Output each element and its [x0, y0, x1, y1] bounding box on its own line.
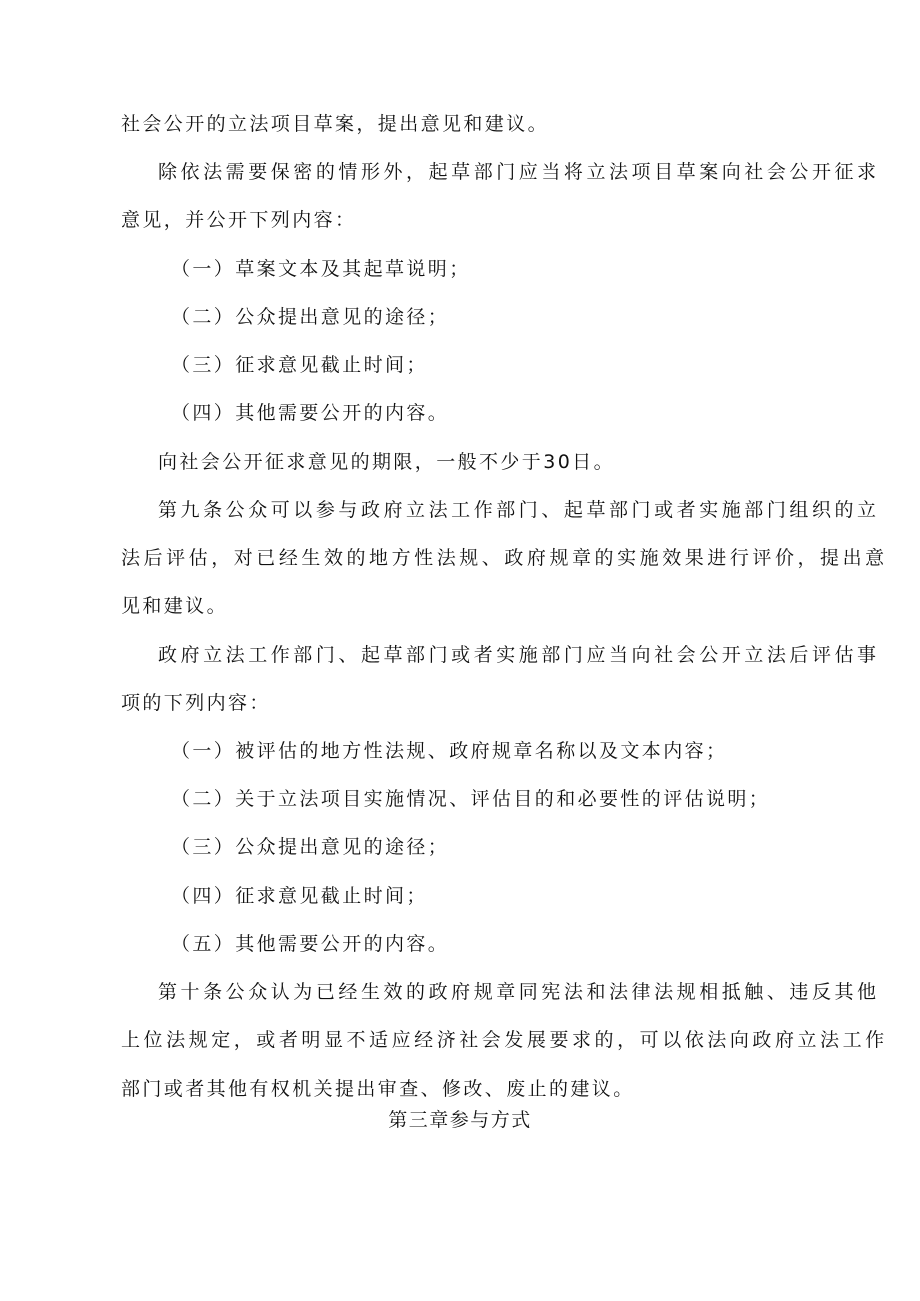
list-item: （二）关于立法项目实施情况、评估目的和必要性的评估说明； — [171, 788, 771, 810]
article-nine-line: 第九条公众可以参与政府立法工作部门、起草部门或者实施部门组织的立 — [158, 499, 880, 521]
list-item: （五）其他需要公开的内容。 — [171, 933, 450, 955]
paragraph-line: 除依法需要保密的情形外，起草部门应当将立法项目草案向社会公开征求 — [158, 161, 880, 183]
paragraph-line: 项的下列内容： — [121, 692, 271, 714]
paragraph-line: 政府立法工作部门、起草部门或者实施部门应当向社会公开立法后评估事 — [158, 644, 880, 666]
list-item: （三）征求意见截止时间； — [171, 354, 428, 376]
list-item: （一）草案文本及其起草说明； — [171, 258, 471, 280]
list-item: （三）公众提出意见的途径； — [171, 836, 450, 858]
paragraph-line: 部门或者其他有权机关提出审查、修改、废止的建议。 — [121, 1078, 635, 1100]
list-item: （一）被评估的地方性法规、政府规章名称以及文本内容； — [171, 740, 728, 762]
list-item: （四）征求意见截止时间； — [171, 885, 428, 907]
list-item: （四）其他需要公开的内容。 — [171, 402, 450, 424]
paragraph-line: 社会公开的立法项目草案，提出意见和建议。 — [121, 113, 550, 135]
chapter-heading: 第三章参与方式 — [388, 1109, 532, 1131]
list-item: （二）公众提出意见的途径； — [171, 306, 450, 328]
paragraph-line: 见和建议。 — [121, 595, 229, 617]
paragraph-line: 意见，并公开下列内容： — [121, 209, 357, 231]
paragraph-line: 向社会公开征求意见的期限，一般不少于30日。 — [158, 451, 615, 473]
paragraph-line: 上位法规定，或者明显不适应经济社会发展要求的，可以依法向政府立法工作 — [121, 1029, 888, 1051]
paragraph-line: 法后评估，对已经生效的地方性法规、政府规章的实施效果进行评价，提出意 — [121, 547, 888, 569]
article-ten-line: 第十条公众认为已经生效的政府规章同宪法和法律法规相抵触、违反其他 — [158, 981, 880, 1003]
